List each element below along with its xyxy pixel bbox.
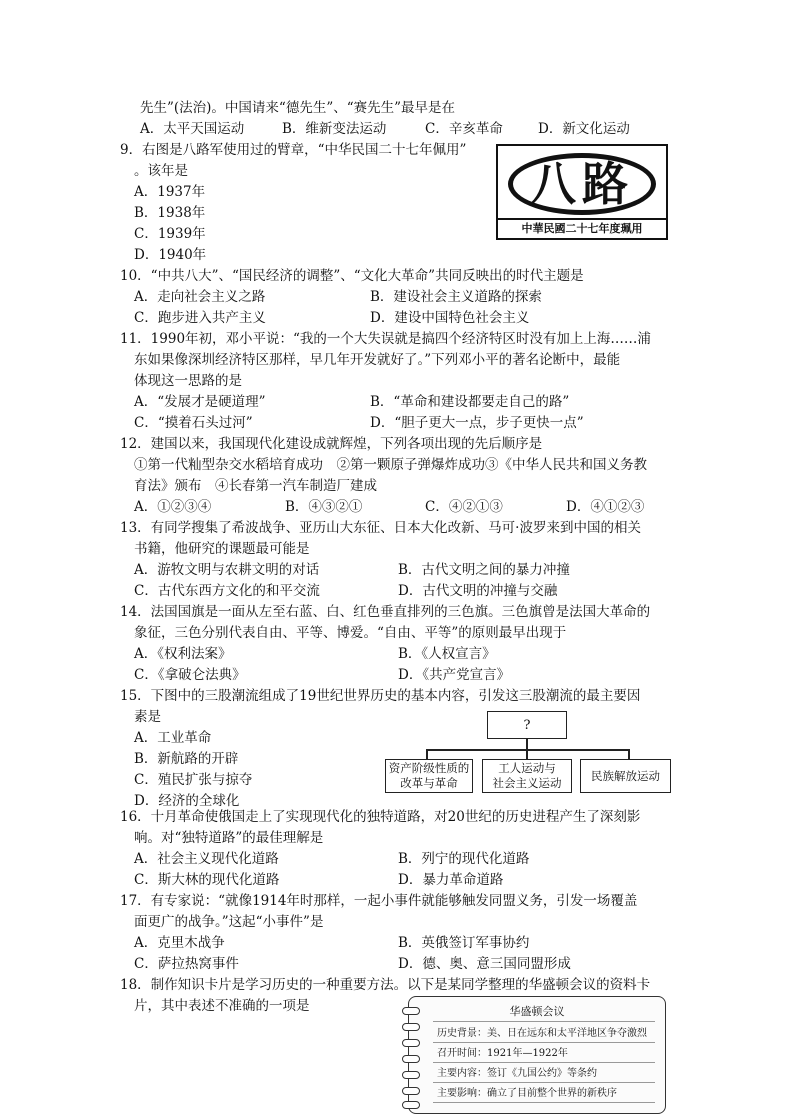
option-c: C．古代东西方文化的和平交流 — [134, 583, 320, 599]
question-12-stem-2: ①第一代籼型杂交水稻培育成功 ②第一颗原子弹爆炸成功③《中华人民共和国义务教 — [134, 457, 647, 473]
question-14-stem-2: 象征，三色分别代表自由、平等、博爱。“自由、平等”的原则最早出现于 — [134, 625, 567, 641]
option-b: B．英俄签订军事协约 — [398, 935, 530, 951]
question-15-stem: 15．下图中的三股潮流组成了19世纪世界历史的基本内容，引发这三股潮流的最主要因 — [120, 688, 641, 704]
option-b: B．古代文明之间的暴力冲撞 — [398, 562, 570, 578]
card-ring — [402, 1101, 420, 1109]
card-ring — [402, 1055, 420, 1063]
question-9-stem-2: 。该年是 — [134, 163, 188, 179]
option-c: C．1939年 — [134, 226, 206, 242]
option-b: B．维新变法运动 — [282, 121, 387, 137]
connector — [426, 749, 428, 759]
option-a: A．克里木战争 — [134, 935, 225, 951]
option-c: C．“摸着石头过河” — [134, 415, 253, 431]
question-15-stem-2: 素是 — [134, 709, 161, 725]
card-ring — [402, 1087, 420, 1095]
question-18-stem: 18．制作知识卡片是学习历史的一种重要方法。以下是某同学整理的华盛顿会议的资料卡 — [120, 977, 651, 993]
card-rule — [433, 1042, 655, 1043]
card-title: 华盛顿会议 — [509, 1005, 565, 1018]
diagram-label: 改革与革命 — [400, 776, 458, 790]
diagram-bourgeois-box — [385, 759, 473, 793]
diagram-label: 工人运动与 — [498, 761, 556, 775]
option-d: D．1940年 — [134, 247, 207, 263]
option-d: D．“胆子更大一点，步子更快一点” — [370, 415, 584, 431]
option-c: C．④②①③ — [425, 499, 503, 515]
question-9-stem: 9．右图是八路军使用过的臂章，“中华民国二十七年佩用” — [120, 142, 467, 158]
option-a: A．游牧文明与农耕文明的对话 — [134, 562, 320, 578]
armband-caption: 中華民國二十七年度珮用 — [498, 218, 666, 238]
diagram-workers-box — [482, 759, 572, 793]
option-d: D．古代文明的冲撞与交融 — [398, 583, 558, 599]
connector — [526, 749, 528, 759]
armband-title: 八路 — [530, 157, 634, 211]
option-a: A．“发展才是硬道理” — [134, 394, 266, 410]
card-rule — [433, 1102, 655, 1103]
option-d: D．建设中国特色社会主义 — [370, 310, 530, 326]
card-ring — [402, 1023, 420, 1031]
question-12-stem: 12．建国以来，我国现代化建设成就辉煌，下列各项出现的先后顺序是 — [120, 436, 543, 452]
diagram-liberation-box: 民族解放运动 — [580, 759, 671, 793]
question-11-stem-2: 东如果像深圳经济特区那样，早几年开发就好了。”下列邓小平的著名论断中，最能 — [134, 352, 621, 368]
card-ring — [402, 1071, 420, 1079]
question-8-stem-end: 先生”(法治)。中国请来“德先生”、“赛先生”最早是在 — [140, 100, 456, 116]
option-d: D．经济的全球化 — [134, 793, 240, 809]
card-rule — [433, 1021, 655, 1022]
option-d: D．暴力革命道路 — [398, 872, 504, 888]
option-a: A．走向社会主义之路 — [134, 289, 266, 305]
option-b: B．《人权宣言》 — [398, 646, 496, 662]
question-11-stem-3: 体现这一思路的是 — [134, 373, 242, 389]
question-18-stem-2: 片，其中表述不准确的一项是 — [134, 998, 310, 1014]
connector — [526, 739, 528, 749]
card-row: 主要影响：确立了目前整个世界的新秩序 — [437, 1088, 617, 1099]
card-row: 召开时间：1921年—1922年 — [437, 1048, 568, 1059]
knowledge-card — [408, 996, 666, 1114]
card-row: 主要内容：签订《九国公约》等条约 — [437, 1068, 597, 1079]
option-b: B．1938年 — [134, 205, 206, 221]
option-d: D．《共产党宣言》 — [398, 667, 511, 683]
option-a: A．工业革命 — [134, 730, 212, 746]
option-c: C．萨拉热窝事件 — [134, 956, 239, 972]
question-12-stem-3: 育法》颁布 ④长春第一汽车制造厂建成 — [134, 478, 377, 494]
option-a: A．1937年 — [134, 184, 206, 200]
option-a: A．太平天国运动 — [140, 121, 245, 137]
option-b: B．“革命和建设都要走自己的路” — [370, 394, 570, 410]
card-rule — [433, 1082, 655, 1083]
option-c: C．殖民扩张与掠夺 — [134, 772, 253, 788]
option-b: B．建设社会主义道路的探索 — [370, 289, 542, 305]
card-row: 历史背景：美、日在远东和太平洋地区争夺激烈 — [437, 1028, 647, 1039]
diagram-label: 社会主义运动 — [492, 776, 562, 790]
armband-oval — [508, 153, 656, 215]
question-17-stem: 17．有专家说：“就像1914年时那样，一起小事件就能够触发同盟义务，引发一场覆盖 — [120, 893, 638, 909]
option-d: D．德、奥、意三国同盟形成 — [398, 956, 571, 972]
option-d: D．④①②③ — [566, 499, 645, 515]
armband-image — [496, 144, 668, 240]
option-c: C．斯大林的现代化道路 — [134, 872, 280, 888]
question-17-stem-2: 面更广的战争。”这起“小事件”是 — [134, 914, 324, 930]
question-16-stem-2: 响。对“独特道路”的最佳理解是 — [134, 830, 324, 846]
question-14-stem: 14．法国国旗是一面从左至右蓝、白、红色垂直排列的三色旗。三色旗曾是法国大革命的 — [120, 604, 651, 620]
option-c: C．辛亥革命 — [425, 121, 503, 137]
question-13-stem: 13．有同学搜集了希波战争、亚历山大东征、日本大化改新、马可·波罗来到中国的相关 — [120, 520, 641, 536]
question-11-stem: 11．1990年初，邓小平说：“我的一个大失误就是搞四个经济特区时没有加上上海……浦 — [120, 331, 651, 347]
question-13-stem-2: 书籍，他研究的课题最可能是 — [134, 541, 310, 557]
diagram-label: 资产阶级性质的 — [388, 761, 470, 775]
connector — [426, 749, 629, 751]
question-16-stem: 16．十月革命使俄国走上了实现现代化的独特道路，对20世纪的历史进程产生了深刻影 — [120, 809, 641, 825]
option-b: B．④③②① — [285, 499, 363, 515]
option-a: A．《权利法案》 — [134, 646, 232, 662]
option-c: C．跑步进入共产主义 — [134, 310, 266, 326]
option-d: D．新文化运动 — [538, 121, 630, 137]
option-a: A．①②③④ — [134, 499, 212, 515]
connector — [628, 749, 630, 759]
option-a: A．社会主义现代化道路 — [134, 851, 279, 867]
option-b: B．新航路的开辟 — [134, 751, 239, 767]
card-ring — [402, 1039, 420, 1047]
option-c: C．《拿破仑法典》 — [134, 667, 246, 683]
diagram-top-box: ? — [487, 711, 567, 739]
option-b: B．列宁的现代化道路 — [398, 851, 530, 867]
question-10-stem: 10．“中共八大”、“国民经济的调整”、“文化大革命”共同反映出的时代主题是 — [120, 268, 584, 284]
card-rule — [433, 1062, 655, 1063]
